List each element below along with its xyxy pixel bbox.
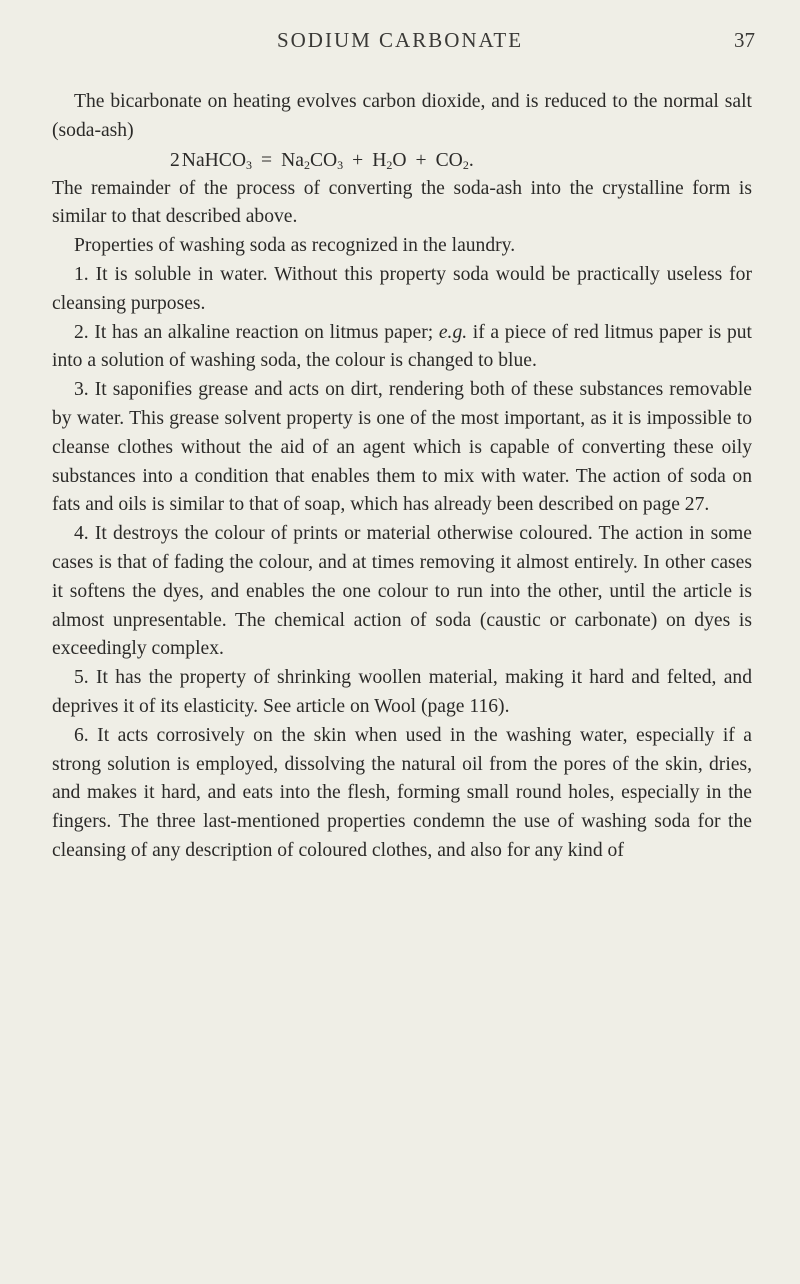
property-item-1: 1. It is soluble in water. Without this property soda would be practically useless for cleansing purposes.: [52, 263, 752, 314]
intro-paragraph: The bicarbonate on heating evolves carbon dioxide, and is reduced to the normal salt (soda-ash): [52, 91, 752, 141]
property-item-3: 3. It saponifies grease and acts on dirt, rendering both of these substances removable by water. This grease solvent property is one of the most important, as it is impossible to cleanse clothes without the aid of an agent which is capable of converting these oily substances into a condition that enables them to mix with water. The action of soda on fats and oils is similar to that of soap, which has already been described on page 27.: [52, 379, 752, 516]
equation-product-carbon-dioxide: $CO_2$.: [435, 149, 474, 172]
running-title: SODIUM CARBONATE: [276, 28, 524, 52]
equation-coefficient: 2: [170, 149, 180, 171]
chemical-equation: [52, 146, 752, 175]
page-number: 37: [734, 28, 755, 52]
property-item-4: 4. It destroys the colour of prints or material otherwise coloured. The action in some cases is that of fading the colour, and at times removing it almost entirely. In other cases it softens the dyes, and enables the one colour to run into the other, until the article is almost unpresentable. The chemical action of soda (caustic or carbonate) on dyes is exceedingly complex.: [52, 523, 752, 660]
running-head: [0, 28, 800, 62]
equation-plus: +: [352, 149, 364, 171]
equation-plus-2: +: [415, 149, 427, 171]
properties-heading: Properties of washing soda as recognized in the laundry.: [74, 235, 516, 257]
property-item-6: 6. It acts corrosively on the skin when used in the washing water, especially if a strong solution is employed, dissolving the natural oil from the pores of the skin, dries, and makes it hard, and eats into the flesh, forming small round holes, especially in the fingers. The three last-mentioned properties condemn the use of washing soda for the cleansing of any description of coloured clothes, and also for any kind of: [52, 724, 752, 861]
eg-abbreviation: e.g.: [438, 321, 468, 343]
property-item-5: 5. It has the property of shrinking woollen material, making it hard and felted, and deprives it of its elasticity. See article on Wool (page 116).: [52, 667, 752, 717]
body-text: [52, 88, 752, 866]
equation-equals: =: [261, 149, 273, 171]
property-item-2: 2. It has an alkaline reaction on litmus paper; e.g. if a piece of red litmus paper is put into a solution of washing soda, the colour is changed to blue.: [52, 321, 752, 372]
remainder-paragraph: The remainder of the process of converting the soda-ash into the crystalline form is similar to that described above.: [52, 177, 752, 228]
equation-product-water: $H_2O$: [372, 149, 407, 172]
equation-product-sodium-carbonate: $Na_2CO_3$: [281, 149, 344, 172]
equation-reactant: NaHCO$_3$: [181, 149, 253, 172]
